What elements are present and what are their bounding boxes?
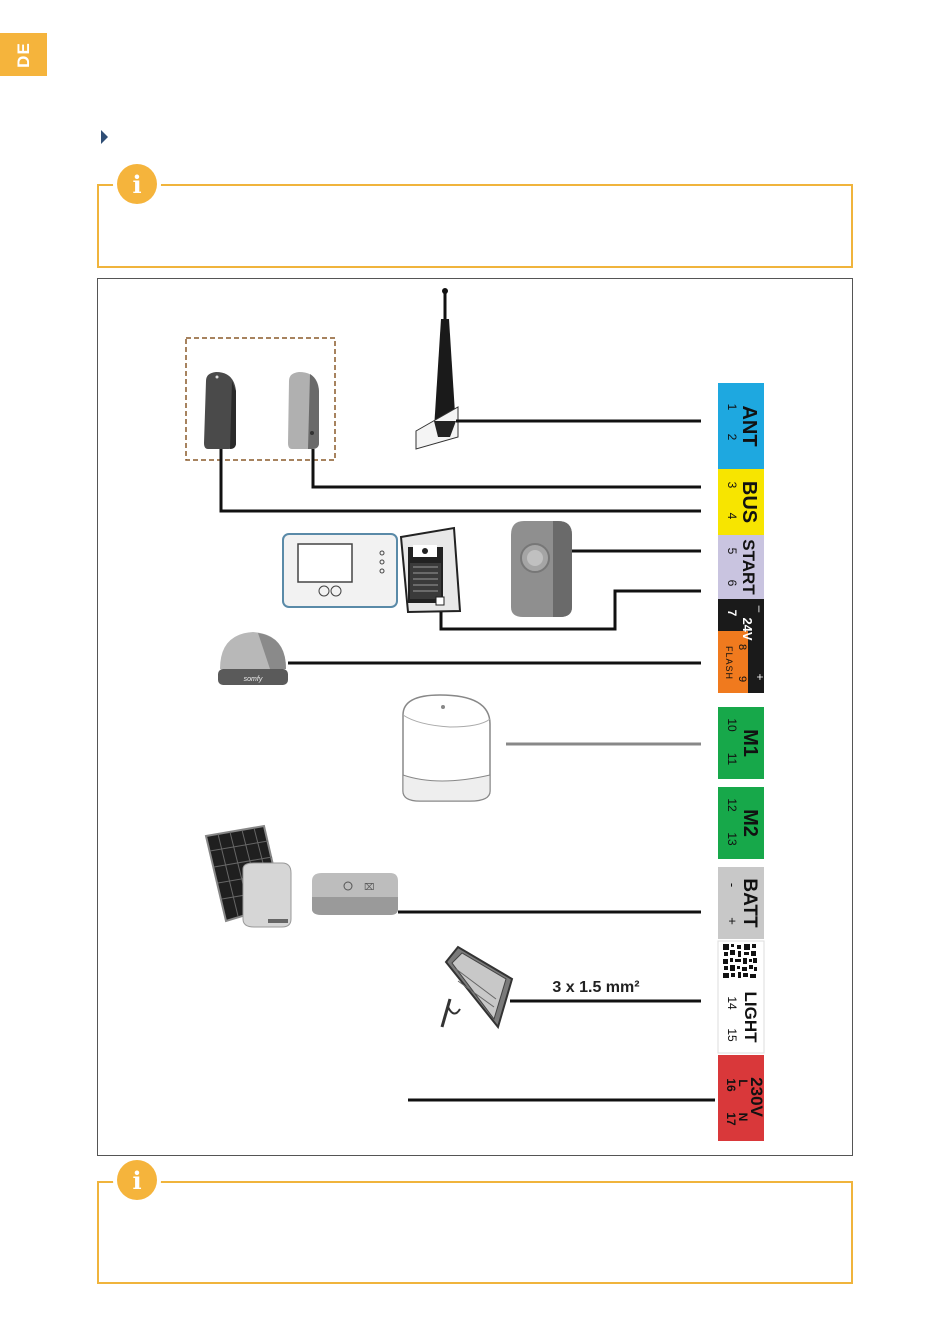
terminal-ant-num-1: 1 bbox=[725, 403, 739, 411]
terminal-light-label: LIGHT bbox=[741, 991, 760, 1043]
terminal-start-num-6: 6 bbox=[725, 579, 739, 587]
terminal-m1 bbox=[718, 707, 764, 779]
recycle-bin-icon: ⌧ bbox=[364, 883, 375, 893]
terminal-bus bbox=[718, 469, 764, 535]
section-bullet-icon bbox=[101, 130, 108, 144]
terminal-230v-n: N bbox=[736, 1112, 750, 1122]
keypad-dark-icon bbox=[204, 372, 236, 449]
terminal-m2-num-13: 13 bbox=[725, 832, 739, 846]
terminal-ant-num-2: 2 bbox=[725, 433, 739, 441]
terminal-bus-num-4: 4 bbox=[725, 512, 739, 520]
flash-light-icon bbox=[218, 632, 288, 685]
qr-code-icon bbox=[722, 943, 758, 979]
terminal-strip bbox=[718, 383, 767, 1141]
terminal-m1-num-11: 11 bbox=[725, 752, 739, 766]
terminal-230v bbox=[718, 1055, 766, 1141]
wire-bus-1 bbox=[221, 449, 701, 511]
info-icon: i bbox=[117, 1160, 157, 1200]
terminal-m2-num-12: 12 bbox=[725, 798, 739, 812]
terminal-batt-plus: + bbox=[725, 917, 740, 925]
terminal-230v-l: L bbox=[736, 1079, 750, 1087]
terminal-bus-num-3: 3 bbox=[725, 481, 739, 489]
terminal-24v-plus: + bbox=[753, 673, 767, 681]
language-tab-label: DE bbox=[13, 41, 33, 68]
door-station-icon bbox=[401, 528, 460, 612]
language-tab bbox=[0, 33, 47, 76]
floodlight-icon bbox=[442, 947, 512, 1027]
terminal-24v-num-8: 8 bbox=[736, 643, 748, 651]
battery-icon bbox=[312, 873, 398, 915]
terminal-230v-num-16: 16 bbox=[724, 1078, 738, 1092]
motor-icon bbox=[403, 695, 490, 801]
terminal-m2 bbox=[718, 787, 764, 859]
terminal-start-label: START bbox=[739, 539, 758, 595]
flash-brand-mark: somfy bbox=[243, 676, 263, 683]
terminal-bus-label: BUS bbox=[738, 480, 760, 524]
terminal-24v-num-9: 9 bbox=[736, 675, 748, 683]
info-box-top bbox=[97, 184, 853, 268]
terminal-230v-label: 230V bbox=[747, 1077, 766, 1117]
keypad-silver-icon bbox=[288, 372, 319, 449]
wire-bus-2 bbox=[313, 449, 701, 487]
solar-panel-icon bbox=[206, 826, 291, 927]
intercom-monitor-icon bbox=[283, 534, 397, 607]
terminal-light-num-14: 14 bbox=[725, 996, 739, 1010]
terminal-flash bbox=[724, 646, 734, 680]
terminal-24v-label: 24V bbox=[740, 617, 755, 641]
terminal-start bbox=[718, 535, 764, 599]
key-switch-icon bbox=[511, 521, 572, 617]
terminal-ant bbox=[718, 383, 764, 469]
light-cable-label: 3 x 1.5 mm² bbox=[552, 979, 640, 996]
terminal-batt bbox=[718, 867, 764, 939]
antenna-icon bbox=[416, 288, 458, 449]
terminal-start-num-5: 5 bbox=[725, 547, 739, 555]
wiring-diagram-svg bbox=[98, 279, 854, 1157]
terminal-light-num-15: 15 bbox=[725, 1028, 739, 1042]
terminal-light bbox=[718, 941, 764, 1053]
terminal-m1-label: M1 bbox=[739, 729, 761, 757]
terminal-m1-num-10: 10 bbox=[725, 718, 739, 732]
terminal-24v-minus: – bbox=[753, 605, 767, 613]
info-icon: i bbox=[117, 164, 157, 204]
terminal-batt-label: BATT bbox=[739, 878, 760, 928]
terminal-24v-num-7: 7 bbox=[725, 609, 739, 617]
terminal-m2-label: M2 bbox=[739, 809, 761, 837]
terminal-batt-minus: - bbox=[725, 882, 740, 888]
terminal-230v-num-17: 17 bbox=[724, 1112, 738, 1126]
terminal-ant-label: ANT bbox=[738, 405, 760, 447]
info-box-bottom bbox=[97, 1181, 853, 1284]
terminal-flash-label: FLASH bbox=[724, 645, 734, 681]
wiring-diagram bbox=[97, 278, 853, 1156]
